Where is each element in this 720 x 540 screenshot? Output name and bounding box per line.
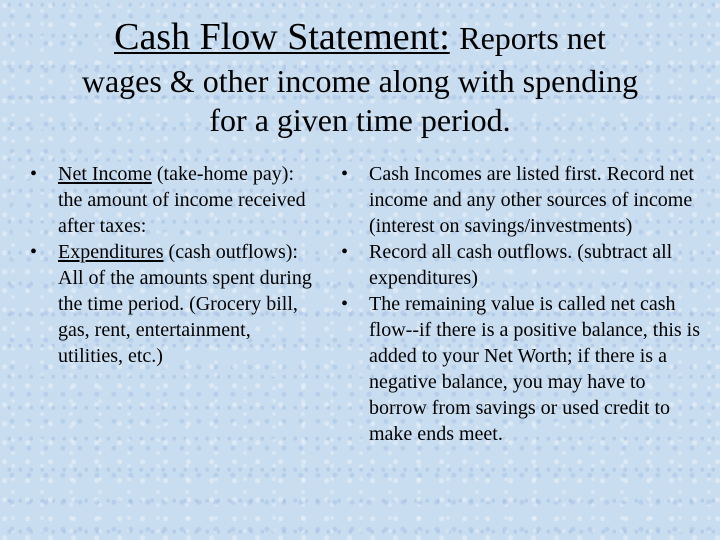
slide-title bbox=[0, 14, 720, 140]
term-net-income: Net Income bbox=[58, 163, 152, 185]
bullet-marker: • bbox=[341, 293, 349, 315]
title-subtitle-line3: for a given time period. bbox=[209, 102, 511, 139]
bullet-marker: • bbox=[30, 163, 38, 185]
left-bullet-list bbox=[30, 161, 320, 369]
title-subtitle-part1: Reports net bbox=[459, 20, 606, 56]
title-heading: Cash Flow Statement: bbox=[114, 16, 450, 58]
right-bullet-list bbox=[341, 161, 703, 447]
cash-incomes-text: Cash Incomes are listed first. Record net income and any other sources of income (interest on savings/investments) bbox=[369, 163, 694, 237]
term-expenditures: Expenditures bbox=[58, 241, 164, 263]
bullet-net-income bbox=[30, 161, 320, 239]
bullet-net-cash-flow bbox=[341, 291, 703, 447]
bullet-marker: • bbox=[341, 163, 349, 185]
bullet-cash-outflows bbox=[341, 239, 703, 291]
bullet-marker: • bbox=[30, 241, 38, 263]
bullet-expenditures bbox=[30, 239, 320, 369]
bullet-marker: • bbox=[341, 241, 349, 263]
bullet-cash-incomes bbox=[341, 161, 703, 239]
net-cash-flow-text: The remaining value is called net cash flow--if there is a positive balance, this is added to your Net Worth; if there is a negative balance, you may have to borrow from savings or used credit to make ends meet. bbox=[369, 293, 701, 445]
net-income-definition: (take-home pay): the amount of income received after taxes: bbox=[58, 163, 306, 237]
cash-outflows-text: Record all cash outflows. (subtract all expenditures) bbox=[369, 241, 673, 289]
expenditures-definition: (cash outflows): All of the amounts spent during the time period. (Grocery bill, gas, rent, entertainment, utilities, etc.) bbox=[58, 241, 312, 367]
title-subtitle-line2: wages & other income along with spending bbox=[81, 63, 639, 100]
